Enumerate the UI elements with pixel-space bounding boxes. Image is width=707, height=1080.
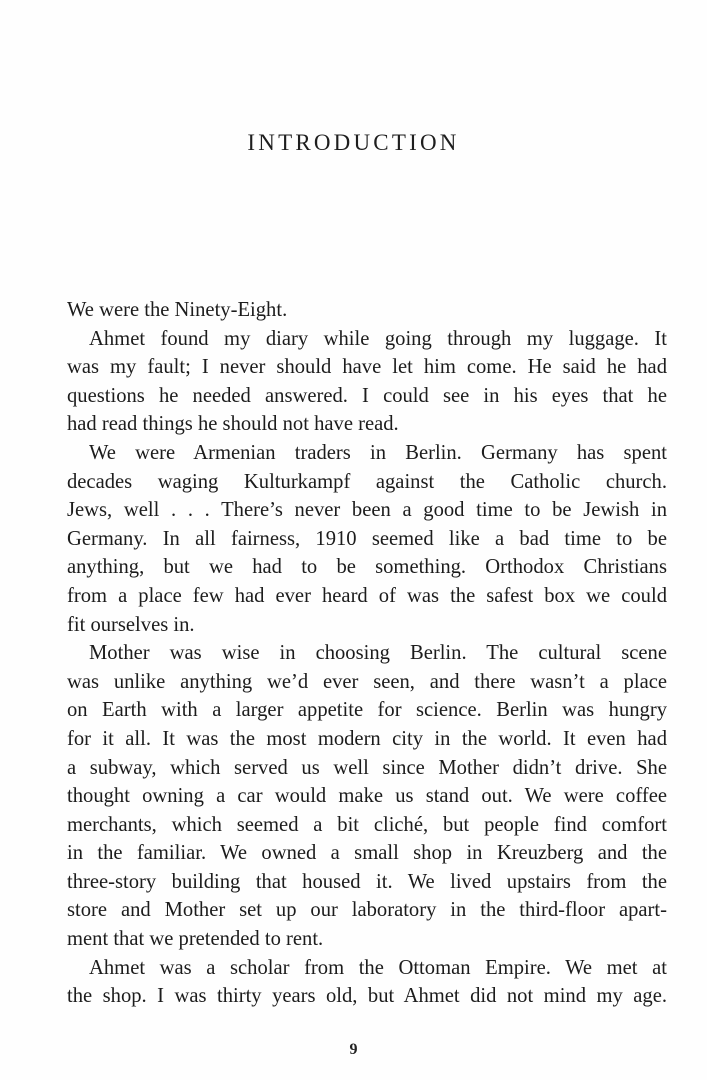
- paragraph: [67, 296, 667, 325]
- paragraph: [67, 325, 667, 439]
- text-line: fit ourselves in.: [67, 613, 195, 636]
- text-line: anything, but we had to be something. Orthodox Christians: [67, 556, 667, 579]
- text-line: had read things he should not have read.: [67, 413, 399, 436]
- text-line: We were Armenian traders in Berlin. Germany has spent: [89, 441, 667, 464]
- paragraph: [67, 954, 667, 1011]
- text-line: was unlike anything we’d ever seen, and there wasn’t a place: [67, 670, 667, 693]
- body-text: [67, 296, 667, 1011]
- text-line: on Earth with a larger appetite for science. Berlin was hungry: [67, 699, 667, 722]
- text-line: ment that we pretended to rent.: [67, 928, 324, 951]
- text-line: Jews, well . . . There’s never been a good time to be Jewish in: [67, 499, 667, 522]
- text-line: for it all. It was the most modern city in the world. It even had: [67, 727, 667, 750]
- text-line: Ahmet was a scholar from the Ottoman Empire. We met at: [89, 956, 667, 979]
- text-line: merchants, which seemed a bit cliché, but people find comfort: [67, 813, 667, 836]
- paragraph: [67, 639, 667, 954]
- text-line: the shop. I was thirty years old, but Ahmet did not mind my age.: [67, 985, 667, 1008]
- text-line: three-story building that housed it. We lived upstairs from the: [67, 870, 667, 893]
- text-line: decades waging Kulturkampf against the Catholic church.: [67, 470, 667, 493]
- text-line: from a place few had ever heard of was the safest box we could: [67, 584, 667, 607]
- text-line: a subway, which served us well since Mother didn’t drive. She: [67, 756, 667, 779]
- text-line: thought owning a car would make us stand out. We were coffee: [67, 785, 667, 808]
- paragraph: [67, 439, 667, 639]
- chapter-title: INTRODUCTION: [247, 130, 460, 155]
- text-line: questions he needed answered. I could see in his eyes that he: [67, 384, 667, 407]
- text-line: We were the Ninety-Eight.: [67, 299, 288, 321]
- text-line: in the familiar. We owned a small shop in Kreuzberg and the: [67, 842, 667, 865]
- text-line: store and Mother set up our laboratory in the third-floor apart-: [67, 899, 667, 922]
- text-line: was my fault; I never should have let him come. He said he had: [67, 356, 667, 379]
- text-line: Germany. In all fairness, 1910 seemed like a bad time to be: [67, 527, 667, 550]
- text-line: Mother was wise in choosing Berlin. The cultural scene: [89, 642, 667, 665]
- page-number: 9: [349, 1041, 358, 1058]
- text-line: Ahmet found my diary while going through my luggage. It: [89, 327, 667, 350]
